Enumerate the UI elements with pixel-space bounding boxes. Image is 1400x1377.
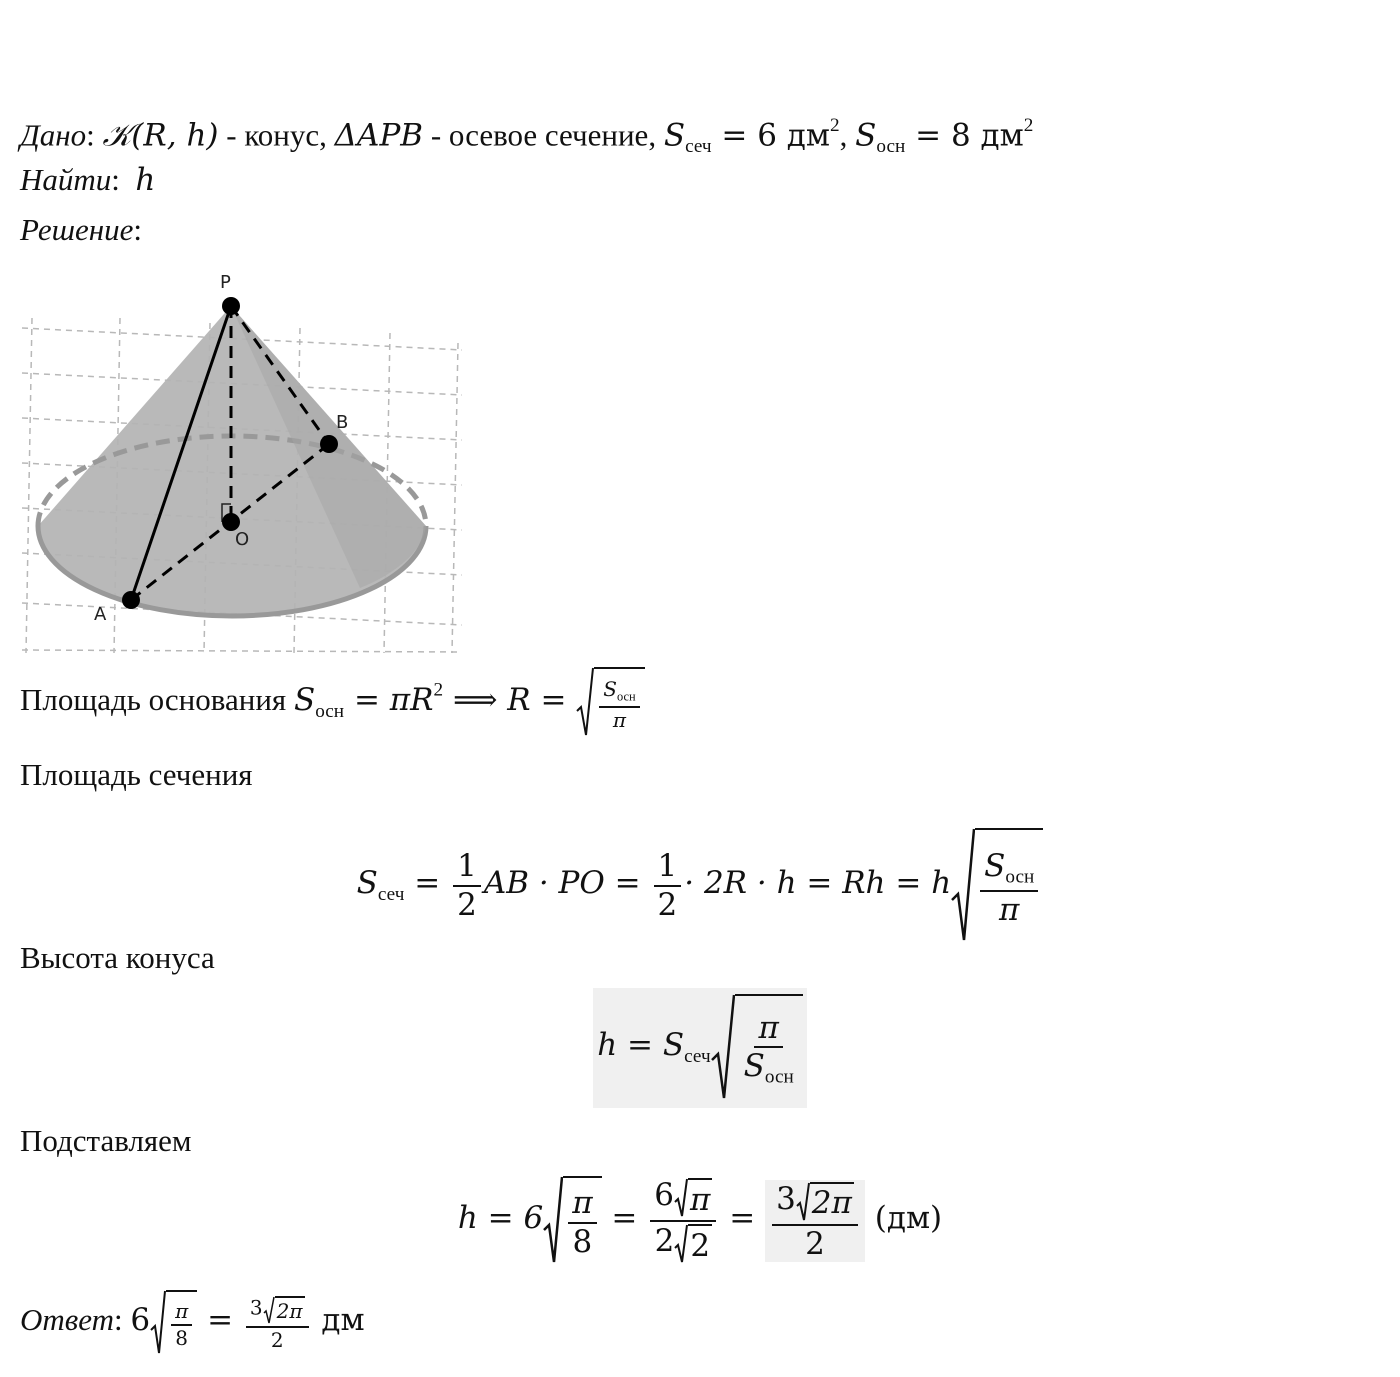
cone-figure [20,268,465,658]
step3-formula [0,988,1400,1108]
cone-args: (R, h) [131,117,219,154]
s-sech-sub: сеч [685,136,712,158]
s-osn-sub: осн [876,136,906,158]
step2-half-1 [453,850,481,921]
find-label: Найти [20,162,112,197]
step1-frac-num-sub: осн [617,689,636,704]
step4-text: Подставляем [20,1123,192,1158]
point-p [222,297,240,315]
step2-lhs-sub: сеч [377,883,405,905]
step1-text: Площадь основания [20,682,294,718]
step1-frac-den: π [612,707,627,732]
step4-frac1-den: 8 [572,1224,593,1260]
step2-part2: · 2R · h = Rh = h [684,865,952,902]
step1-formula: = πR [344,682,434,719]
step4-frac2 [650,1178,716,1264]
step4-frac3 [772,1182,858,1261]
label-p: P [220,272,231,293]
find-value: h [135,162,156,198]
step4-frac3-num-rad: 2π [810,1182,854,1222]
label-o: O [235,529,250,550]
answer-frac2 [246,1296,309,1351]
step3-frac-den-var: S [743,1048,765,1085]
step1-frac-num-var: S [603,677,617,702]
step2-sqrt [951,828,1043,944]
step1-implies: ⟹ R = [443,682,577,719]
half-den: 2 [457,887,477,923]
answer-eq: = [197,1302,243,1339]
step4-frac2-num-coef: 6 [654,1177,674,1214]
s-sech-var: S [663,117,686,154]
step2-title [20,758,253,792]
step3-frac-num: π [754,1012,782,1049]
answer-line: Ответ: 6 $\frac{\pi}{8}$ = 3 2π 2 дм [20,1290,365,1356]
half-num: 1 [453,850,481,887]
step4-frac2-num-sqrt [674,1178,712,1218]
step4-eq2: = [719,1200,766,1237]
answer-frac2-num-coef: 3 [249,1295,263,1320]
step4-frac2-den-coef: 2 [654,1223,675,1260]
step3-lhs: h = [597,1027,663,1064]
step4-unit: (дм) [864,1200,943,1237]
answer-unit: дм [311,1302,365,1339]
answer-label: Ответ [20,1302,114,1338]
half-den-2: 2 [657,887,678,923]
step4-eq1: = [601,1200,648,1237]
step4-lhs: h = 6 [457,1200,544,1237]
s-sech-exp: 2 [830,115,840,136]
answer-frac2-den: 2 [270,1327,284,1352]
answer-frac2-sqrt [263,1296,305,1324]
answer-frac1 [171,1301,192,1349]
step4-frac1 [568,1187,596,1258]
given-label: Дано [20,117,87,153]
step4-formula [0,1176,1400,1266]
cone-symbol: 𝒦 [102,117,132,154]
section-text: - осевое сечение, [423,117,664,153]
answer-frac1-den: 8 [175,1326,189,1350]
step1-exp: 2 [433,679,444,701]
solution-line: Решение: [20,212,142,247]
answer-frac2-num-rad: 2π [275,1296,305,1324]
step2-frac-num-var: S [984,847,1006,884]
label-b: B [336,412,349,433]
step2-text: Площадь сечения [20,757,253,792]
step2-lhs-var: S [356,865,378,902]
step1-sqrt [576,667,644,739]
step1-s-var: S [293,682,316,719]
step3-title [20,941,215,975]
step2-half-2 [654,850,682,921]
step4-sqrt1 [543,1176,601,1266]
half-num-2: 1 [654,850,682,887]
given-line: Дано: 𝒦(R, h) - конус, ΔAPB - осевое сечение, $S_{сеч} = 6$ $дм^2$, $S_{осн} = 8$ $дм^2$ [20,115,1034,158]
step4-title [20,1124,192,1158]
answer-coef: 6 [130,1302,151,1339]
label-a: A [94,604,107,625]
step4-frac2-den-sqrt [674,1224,712,1264]
s-osn-exp: 2 [1023,115,1034,136]
step3-text: Высота конуса [20,940,215,975]
step3-frac [740,1009,798,1089]
point-a [122,591,140,609]
step1-frac [599,679,639,730]
step2-frac-den: π [999,891,1020,928]
step4-frac3-num-coef: 3 [776,1180,796,1217]
s-osn-value: = 8 дм [905,117,1024,154]
point-b [320,435,338,453]
step4-frac2-den-rad: 2 [688,1224,712,1264]
step3-frac-den-sub: осн [764,1067,794,1089]
step2-frac-num-sub: осн [1005,866,1035,888]
s-osn-var: S [855,117,877,154]
step1-line [20,667,645,739]
step4-frac2-num-rad: π [688,1178,712,1218]
answer-sqrt [150,1290,197,1356]
find-line: Найти: h [20,162,156,198]
answer-frac1-num: π [171,1301,192,1326]
s-sech-value: = 6 дм [711,117,831,154]
step2-frac [980,847,1038,928]
step3-sqrt [711,994,803,1102]
step4-frac3-num-sqrt [796,1182,854,1222]
cone-text: - конус, [218,117,335,153]
step3-s-var: S [662,1027,685,1064]
step2-part1: AB · PO = [483,865,651,902]
step4-frac1-num: π [568,1187,596,1224]
step1-s-sub: осн [315,700,345,722]
step4-frac3-den: 2 [805,1225,825,1262]
step2-formula [0,828,1400,944]
triangle-name: ΔAPB [334,117,424,154]
step3-s-sub: сеч [684,1045,711,1067]
solution-label: Решение [20,212,134,247]
step2-eq: = [404,865,451,902]
